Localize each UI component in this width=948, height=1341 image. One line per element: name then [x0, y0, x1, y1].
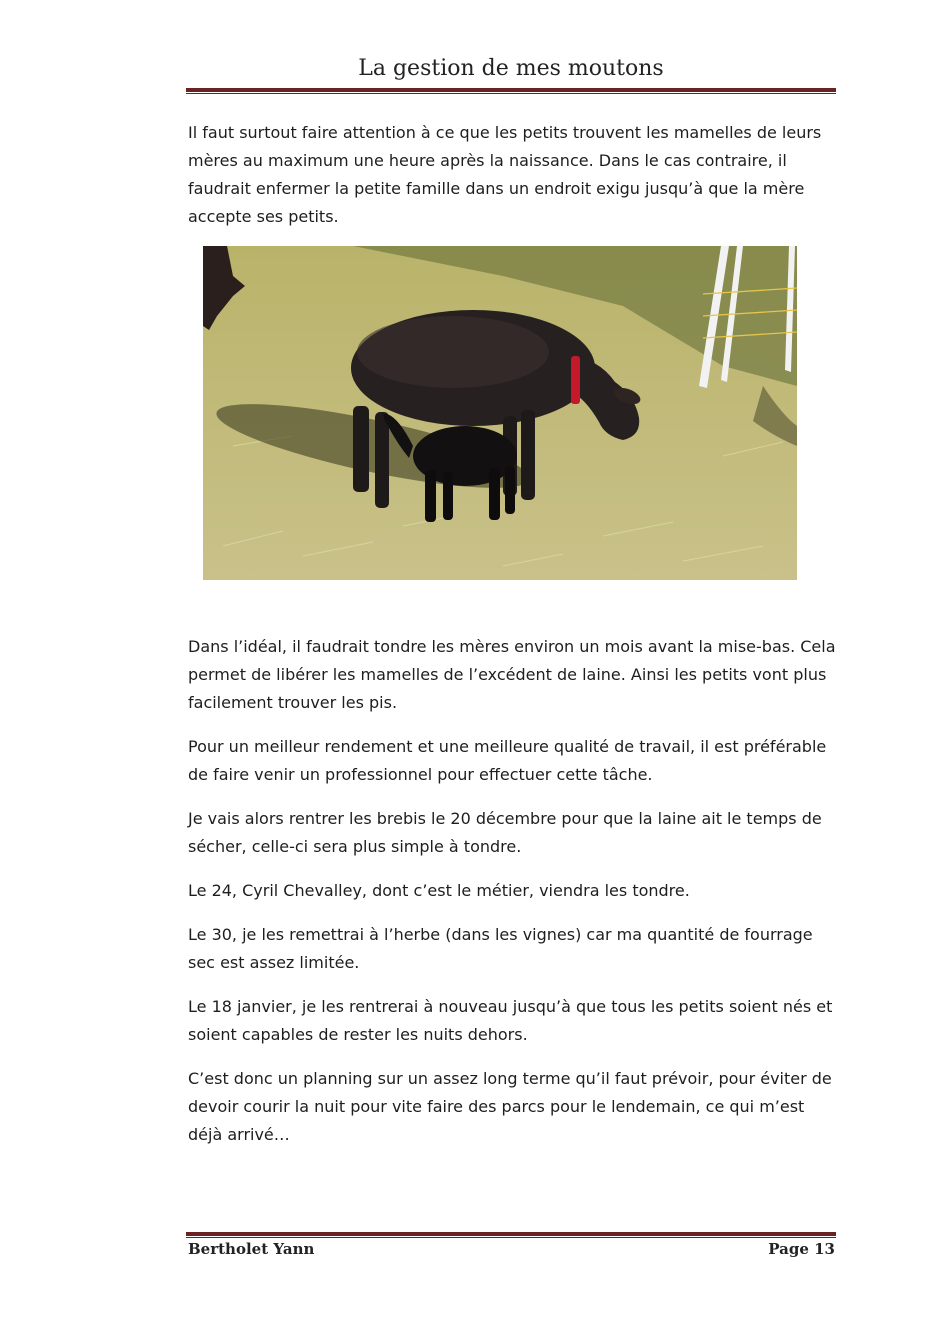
- paragraph-shearer: Le 24, Cyril Chevalley, dont c’est le métier, viendra les tondre.: [188, 881, 690, 900]
- paragraph-shearing-timing: Dans l’idéal, il faudrait tondre les mères environ un mois avant la mise-bas. Cela permet de libérer les mamelles de l’excédent de laine. Ainsi les petits vont plus facilement trouver les pis.: [188, 637, 836, 712]
- paragraph-december-30: Le 30, je les remettrai à l’herbe (dans les vignes) car ma quantité de fourrage sec est assez limitée.: [188, 925, 813, 972]
- footer-rule: [186, 1232, 836, 1238]
- paragraph-professional: Pour un meilleur rendement et une meilleure qualité de travail, il est préférable de faire venir un professionnel pour effectuer cette tâche.: [188, 737, 827, 784]
- paragraph-december-20: Je vais alors rentrer les brebis le 20 décembre pour que la laine ait le temps de sécher, celle-ci sera plus simple à tondre.: [188, 809, 822, 856]
- footer-page-number: Page 13: [768, 1240, 835, 1258]
- footer-author: Bertholet Yann: [188, 1240, 315, 1258]
- sheep-and-lamb-photo: [203, 246, 797, 580]
- paragraph-planning: C’est donc un planning sur un assez long terme qu’il faut prévoir, pour éviter de devoir courir la nuit pour vite faire des parcs pour le lendemain, ce qui m’est déjà arrivé…: [188, 1069, 832, 1144]
- paragraph-lambs-feeding: Il faut surtout faire attention à ce que les petits trouvent les mamelles de leurs mères au maximum une heure après la naissance. Dans le cas contraire, il faudrait enfermer la petite famille dans un endroit exigu jusqu’à que la mère accepte ses petits.: [188, 123, 822, 226]
- page-header-title: La gestion de mes moutons: [358, 56, 664, 81]
- paragraph-january-18: Le 18 janvier, je les rentrerai à nouveau jusqu’à que tous les petits soient nés et soient capables de rester les nuits dehors.: [188, 997, 833, 1044]
- header-rule: [186, 88, 836, 94]
